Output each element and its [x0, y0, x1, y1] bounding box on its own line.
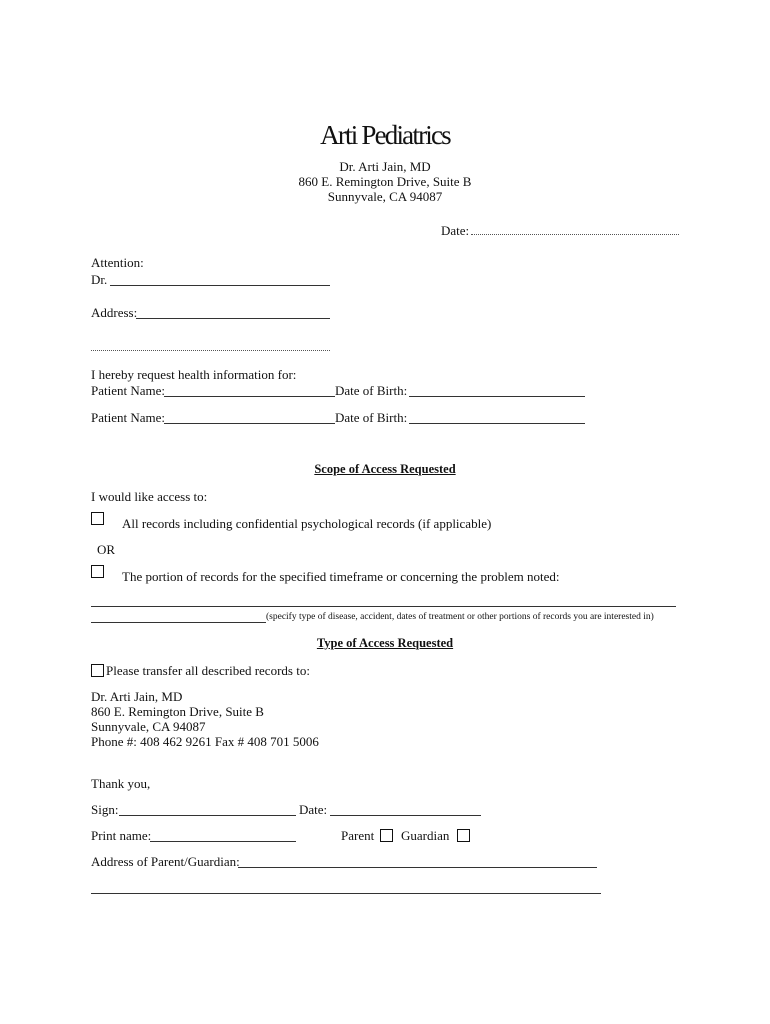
address-field[interactable]: [136, 318, 330, 319]
address-field-line2[interactable]: [91, 350, 330, 351]
specify-field-line2[interactable]: [91, 622, 266, 623]
all-records-checkbox[interactable]: [91, 512, 104, 525]
sign-date-field[interactable]: [330, 815, 481, 816]
print-name-field[interactable]: [150, 841, 296, 842]
dob-field-2[interactable]: [409, 423, 585, 424]
sign-date-label: Date:: [299, 802, 328, 817]
print-name-label: Print name:: [91, 828, 152, 843]
dob-label-1: Date of Birth:: [335, 383, 408, 398]
portion-records-label: The portion of records for the specified timeframe or concerning the problem noted:: [122, 569, 560, 584]
or-label: OR: [97, 542, 116, 557]
date-field[interactable]: [471, 234, 679, 235]
patient-name-field-1[interactable]: [164, 396, 335, 397]
parent-label: Parent: [341, 828, 375, 843]
patient-name-field-2[interactable]: [164, 423, 335, 424]
patient-name-label-1: Patient Name:: [91, 383, 166, 398]
guardian-label: Guardian: [401, 828, 450, 843]
sign-label: Sign:: [91, 802, 119, 817]
specify-note: (specify type of disease, accident, dates of treatment or other portions of records you are interested in): [266, 612, 654, 622]
scope-heading: Scope of Access Requested: [314, 462, 456, 476]
address-label: Address:: [91, 305, 138, 320]
parent-address-field[interactable]: [238, 867, 597, 868]
header-doctor: Dr. Arti Jain, MD: [339, 159, 431, 174]
signature-field[interactable]: [119, 815, 296, 816]
guardian-checkbox[interactable]: [457, 829, 470, 842]
portion-records-checkbox[interactable]: [91, 565, 104, 578]
recipient-phone: Phone #: 408 462 9261 Fax # 408 701 5006: [91, 734, 319, 749]
dob-field-1[interactable]: [409, 396, 585, 397]
scope-intro: I would like access to:: [91, 489, 208, 504]
dr-label: Dr.: [91, 272, 108, 287]
attention-label: Attention:: [91, 255, 144, 270]
dob-label-2: Date of Birth:: [335, 410, 408, 425]
type-heading: Type of Access Requested: [316, 636, 454, 650]
thank-you: Thank you,: [91, 776, 151, 791]
recipient-address-line1: 860 E. Remington Drive, Suite B: [91, 704, 264, 719]
date-label: Date:: [441, 223, 470, 238]
request-intro: I hereby request health information for:: [91, 367, 297, 382]
header-address-line2: Sunnyvale, CA 94087: [327, 189, 443, 204]
specify-field-line1[interactable]: [91, 606, 676, 607]
parent-address-field-line2[interactable]: [91, 893, 601, 894]
header-address-line1: 860 E. Remington Drive, Suite B: [298, 174, 472, 189]
all-records-label: All records including confidential psychological records (if applicable): [122, 516, 492, 531]
transfer-checkbox[interactable]: [91, 664, 104, 677]
dr-name-field[interactable]: [110, 285, 330, 286]
recipient-name: Dr. Arti Jain, MD: [91, 689, 183, 704]
transfer-label: Please transfer all described records to:: [106, 663, 310, 678]
parent-checkbox[interactable]: [380, 829, 393, 842]
recipient-address-line2: Sunnyvale, CA 94087: [91, 719, 206, 734]
patient-name-label-2: Patient Name:: [91, 410, 166, 425]
parent-address-label: Address of Parent/Guardian:: [91, 854, 240, 869]
clinic-title: Arti Pediatrics: [320, 120, 450, 150]
